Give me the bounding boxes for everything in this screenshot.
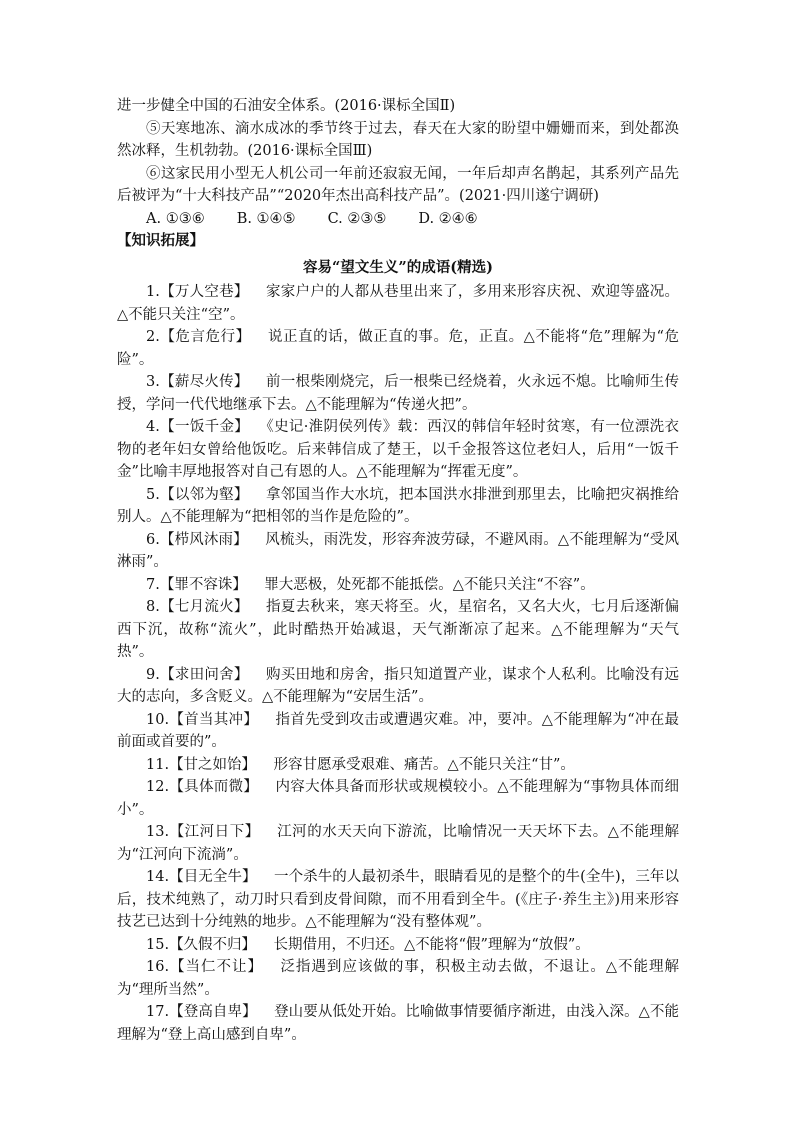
item-number: 12. [146, 779, 170, 795]
item-explanation: 购买田地和房舍，指只知道置产业，谋求个人私利。比喻没有远大的志向，多含贬义。△不能理解为“安居生活”。 [117, 666, 680, 705]
item-term: 【七月流火】 [159, 599, 249, 615]
item-term: 【登高自卑】 [169, 1004, 257, 1020]
idiom-list [117, 281, 679, 1046]
item-explanation: 说正直的话，做正直的事。危，正直。△不能将“危”理解为“危险”。 [117, 329, 680, 368]
item-explanation: 形容甘愿承受艰难、痛苦。△不能只关注“甘”。 [273, 756, 575, 773]
item-explanation: 指首先受到攻击或遭遇灾难。冲，要冲。△不能理解为“冲在最前面或首要的”。 [117, 711, 680, 750]
item-term: 【具体而微】 [169, 779, 259, 795]
option-d: D. ②④⑥ [418, 210, 478, 227]
item-explanation: 拿邻国当作大水坑，把本国洪水排泄到那里去，比喻把灾祸推给别人。△不能理解为“把相邻的当作是危险的”。 [117, 486, 680, 525]
intro-continuation: 进一步健全中国的石油安全体系。(2016·课标全国Ⅱ) [117, 98, 456, 114]
item-number: 16. [146, 959, 170, 975]
item-number: 10. [146, 711, 170, 728]
example-sentence-6: ⑥这家民用小型无人机公司一年前还寂寂无闻，一年后却声名鹊起，其系列产品先后被评为“十大科技产品”“2020年杰出高科技产品”。(2021·四川遂宁调研) [117, 165, 679, 204]
item-explanation: 家家户户的人都从巷里出来了，多用来形容庆祝、欢迎等盛况。△不能只关注“空”。 [117, 284, 680, 323]
item-explanation: 内容大体具备而形状或规模较小。△不能理解为“事物具体而细小”。 [117, 779, 680, 818]
answer-options [117, 208, 679, 231]
item-term: 【危言危行】 [159, 329, 251, 345]
item-number: 14. [146, 869, 170, 885]
item-term: 【首当其冲】 [169, 711, 259, 728]
list-item [117, 529, 679, 574]
list-item [117, 866, 679, 934]
item-explanation: 泛指遇到应该做的事，积极主动去做，不退让。△不能理解为“理所当然”。 [117, 959, 680, 998]
item-number: 13. [146, 824, 170, 840]
item-explanation: 前一根柴刚烧完，后一根柴已经烧着，火永远不熄。比喻师生传授，学问一代代地继承下去。△不能理解为“传递火把”。 [117, 374, 680, 413]
list-item [117, 934, 679, 957]
item-number: 1. [146, 284, 160, 300]
item-explanation: 《史记·淮阴侯列传》载：西汉的韩信年轻时贫寒，有一位漂洗衣物的老年妇女曾给他饭吃。后来韩信成了楚王，以千金报答这位老妇人，后用“一饭千金”比喻丰厚地报答对自己有恩的人。△不能理解为“挥霍无度”。 [117, 419, 679, 480]
list-item [117, 664, 679, 709]
item-number: 2. [146, 329, 160, 345]
list-item [117, 484, 679, 529]
item-term: 【罪不容诛】 [159, 576, 247, 593]
item-term: 【一饭千金】 [159, 419, 250, 435]
section-title: 【知识拓展】 [117, 232, 204, 249]
list-item [117, 596, 679, 664]
item-term: 【目无全牛】 [169, 869, 257, 885]
item-explanation: 登山要从低处开始。比喻做事情要循序渐进，由浅入深。△不能理解为“登上高山感到自卑”。 [117, 1004, 680, 1043]
list-item [117, 574, 679, 597]
option-c: C. ②③⑤ [327, 210, 387, 227]
item-term: 【以邻为壑】 [159, 486, 249, 503]
item-number: 7. [146, 576, 160, 593]
item-explanation: 指夏去秋来，寒天将至。火，星宿名，又名大火，七月后逐渐偏西下沉，故称“流火”，此时酷热开始减退，天气渐渐凉了起来。△不能理解为“天气热”。 [117, 599, 680, 660]
item-term: 【薪尽火传】 [159, 374, 249, 390]
list-item [117, 416, 679, 484]
option-a: A. ①③⑥ [146, 210, 205, 227]
item-number: 3. [146, 374, 160, 390]
list-item [117, 821, 679, 866]
item-explanation: 罪大恶极，处死都不能抵偿。△不能只关注“不容”。 [264, 576, 595, 593]
item-explanation: 江河的水天天向下游流，比喻情况一天天坏下去。△不能理解为“江河向下流淌”。 [117, 824, 680, 863]
list-item [117, 776, 679, 821]
item-explanation: 一个杀牛的人最初杀牛，眼睛看见的是整个的牛(全牛)，三年以后，技术纯熟了，动刀时只看到皮骨间隙，而不用看到全牛。(《庄子·养生主》)用来形容技艺已达到十分纯熟的地步。△不能理解为“没有整体观”。 [117, 869, 679, 930]
option-b: B. ①④⑤ [236, 210, 296, 227]
item-explanation: 长期借用，不归还。△不能将“假”理解为“放假”。 [273, 936, 590, 953]
list-item [117, 709, 679, 754]
list-item [117, 371, 679, 416]
list-subtitle: 容易“望文生义”的成语(精选) [303, 258, 493, 276]
item-term: 【当仁不让】 [169, 959, 264, 975]
item-number: 6. [146, 531, 160, 548]
list-item [117, 281, 679, 326]
item-number: 5. [146, 486, 160, 503]
list-item [117, 754, 679, 777]
item-number: 4. [146, 419, 160, 435]
item-number: 11. [146, 756, 170, 773]
item-number: 15. [146, 936, 170, 953]
item-explanation: 风梳头，雨洗发，形容奔波劳碌，不避风雨。△不能理解为“受风淋雨”。 [117, 531, 680, 570]
list-item [117, 956, 679, 1001]
item-term: 【万人空巷】 [159, 284, 249, 300]
item-term: 【江河日下】 [169, 824, 260, 840]
item-term: 【久假不归】 [169, 936, 257, 953]
item-term: 【甘之如饴】 [169, 756, 257, 773]
item-term: 【求田问舍】 [159, 666, 249, 683]
item-term: 【栉风沐雨】 [159, 531, 248, 548]
item-number: 8. [146, 599, 160, 615]
example-sentence-5: ⑤天寒地冻、滴水成冰的季节终于过去，春天在大家的盼望中姗姗而来，到处都涣然冰释，生机勃勃。(2016·课标全国Ⅲ) [117, 120, 679, 159]
item-number: 9. [146, 666, 160, 683]
list-item [117, 1001, 679, 1046]
item-number: 17. [146, 1004, 170, 1020]
list-item [117, 326, 679, 371]
page-content [117, 95, 679, 1046]
